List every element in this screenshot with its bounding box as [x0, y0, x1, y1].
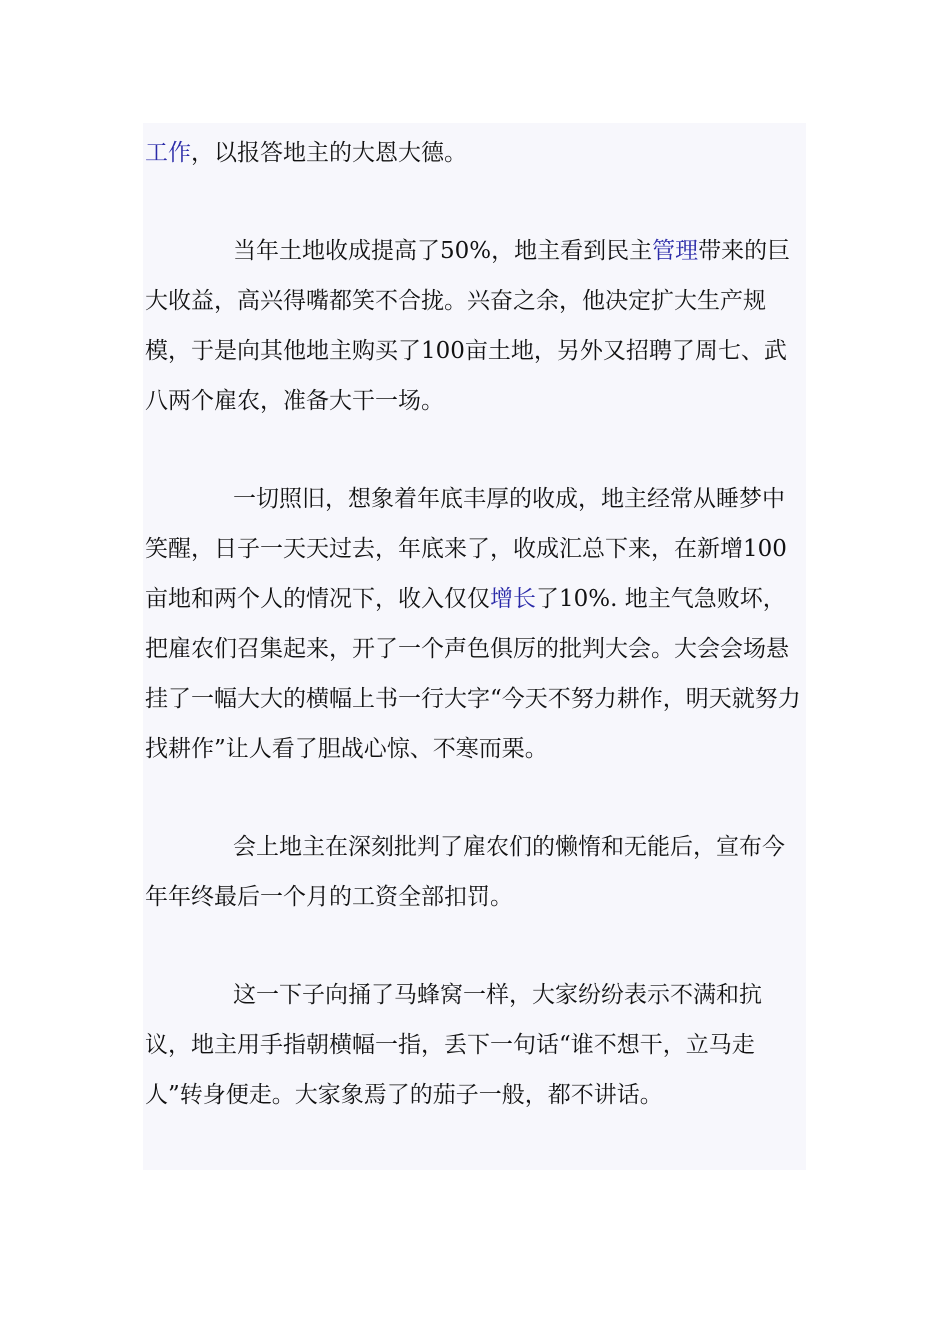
link-gongzuo[interactable]: 工作	[145, 140, 191, 166]
text-segment: 一切照旧，想象着年底丰厚的收成，地主经常从睡梦中笑醒，日子一天天过去，年底来了，收成汇总下来，在新增100亩地和两个人的情况下，收入仅仅	[145, 486, 787, 612]
text-segment: 这一下子向捅了马蜂窝一样，大家纷纷表示不满和抗议，地主用手指朝横幅一指，丢下一句话“谁不想干，立马走人”转身便走。大家象焉了的茄子一般，都不讲话。	[145, 982, 762, 1108]
text-segment: 当年土地收成提高了50%，地主看到民主	[233, 238, 653, 264]
paragraph-1	[145, 128, 804, 178]
text-segment: 带来的巨大收益，高兴得嘴都笑不合拢。兴奋之余，他决定扩大生产规模，于是向其他地主购买了100亩土地，另外又招聘了周七、武八两个雇农，准备大干一场。	[145, 238, 791, 414]
paragraph-3	[145, 474, 804, 774]
text-segment: 了10%. 地主气急败坏，把雇农们召集起来，开了一个声色俱厉的批判大会。大会会场悬挂了一幅大大的横幅上书一行大字“今天不努力耕作，明天就努力找耕作”让人看了胆战心惊、不寒而栗。	[145, 586, 801, 762]
paragraph-5	[145, 970, 804, 1120]
paragraph-4	[145, 822, 804, 922]
text-segment: ，以报答地主的大恩大德。	[191, 140, 467, 166]
document-text-block	[143, 123, 806, 1170]
link-guanli[interactable]: 管理	[652, 238, 699, 264]
text-segment: 会上地主在深刻批判了雇农们的懒惰和无能后，宣布今年年终最后一个月的工资全部扣罚。	[145, 834, 785, 910]
link-zengzhang[interactable]: 增长	[490, 586, 536, 612]
paragraph-2	[145, 226, 804, 426]
